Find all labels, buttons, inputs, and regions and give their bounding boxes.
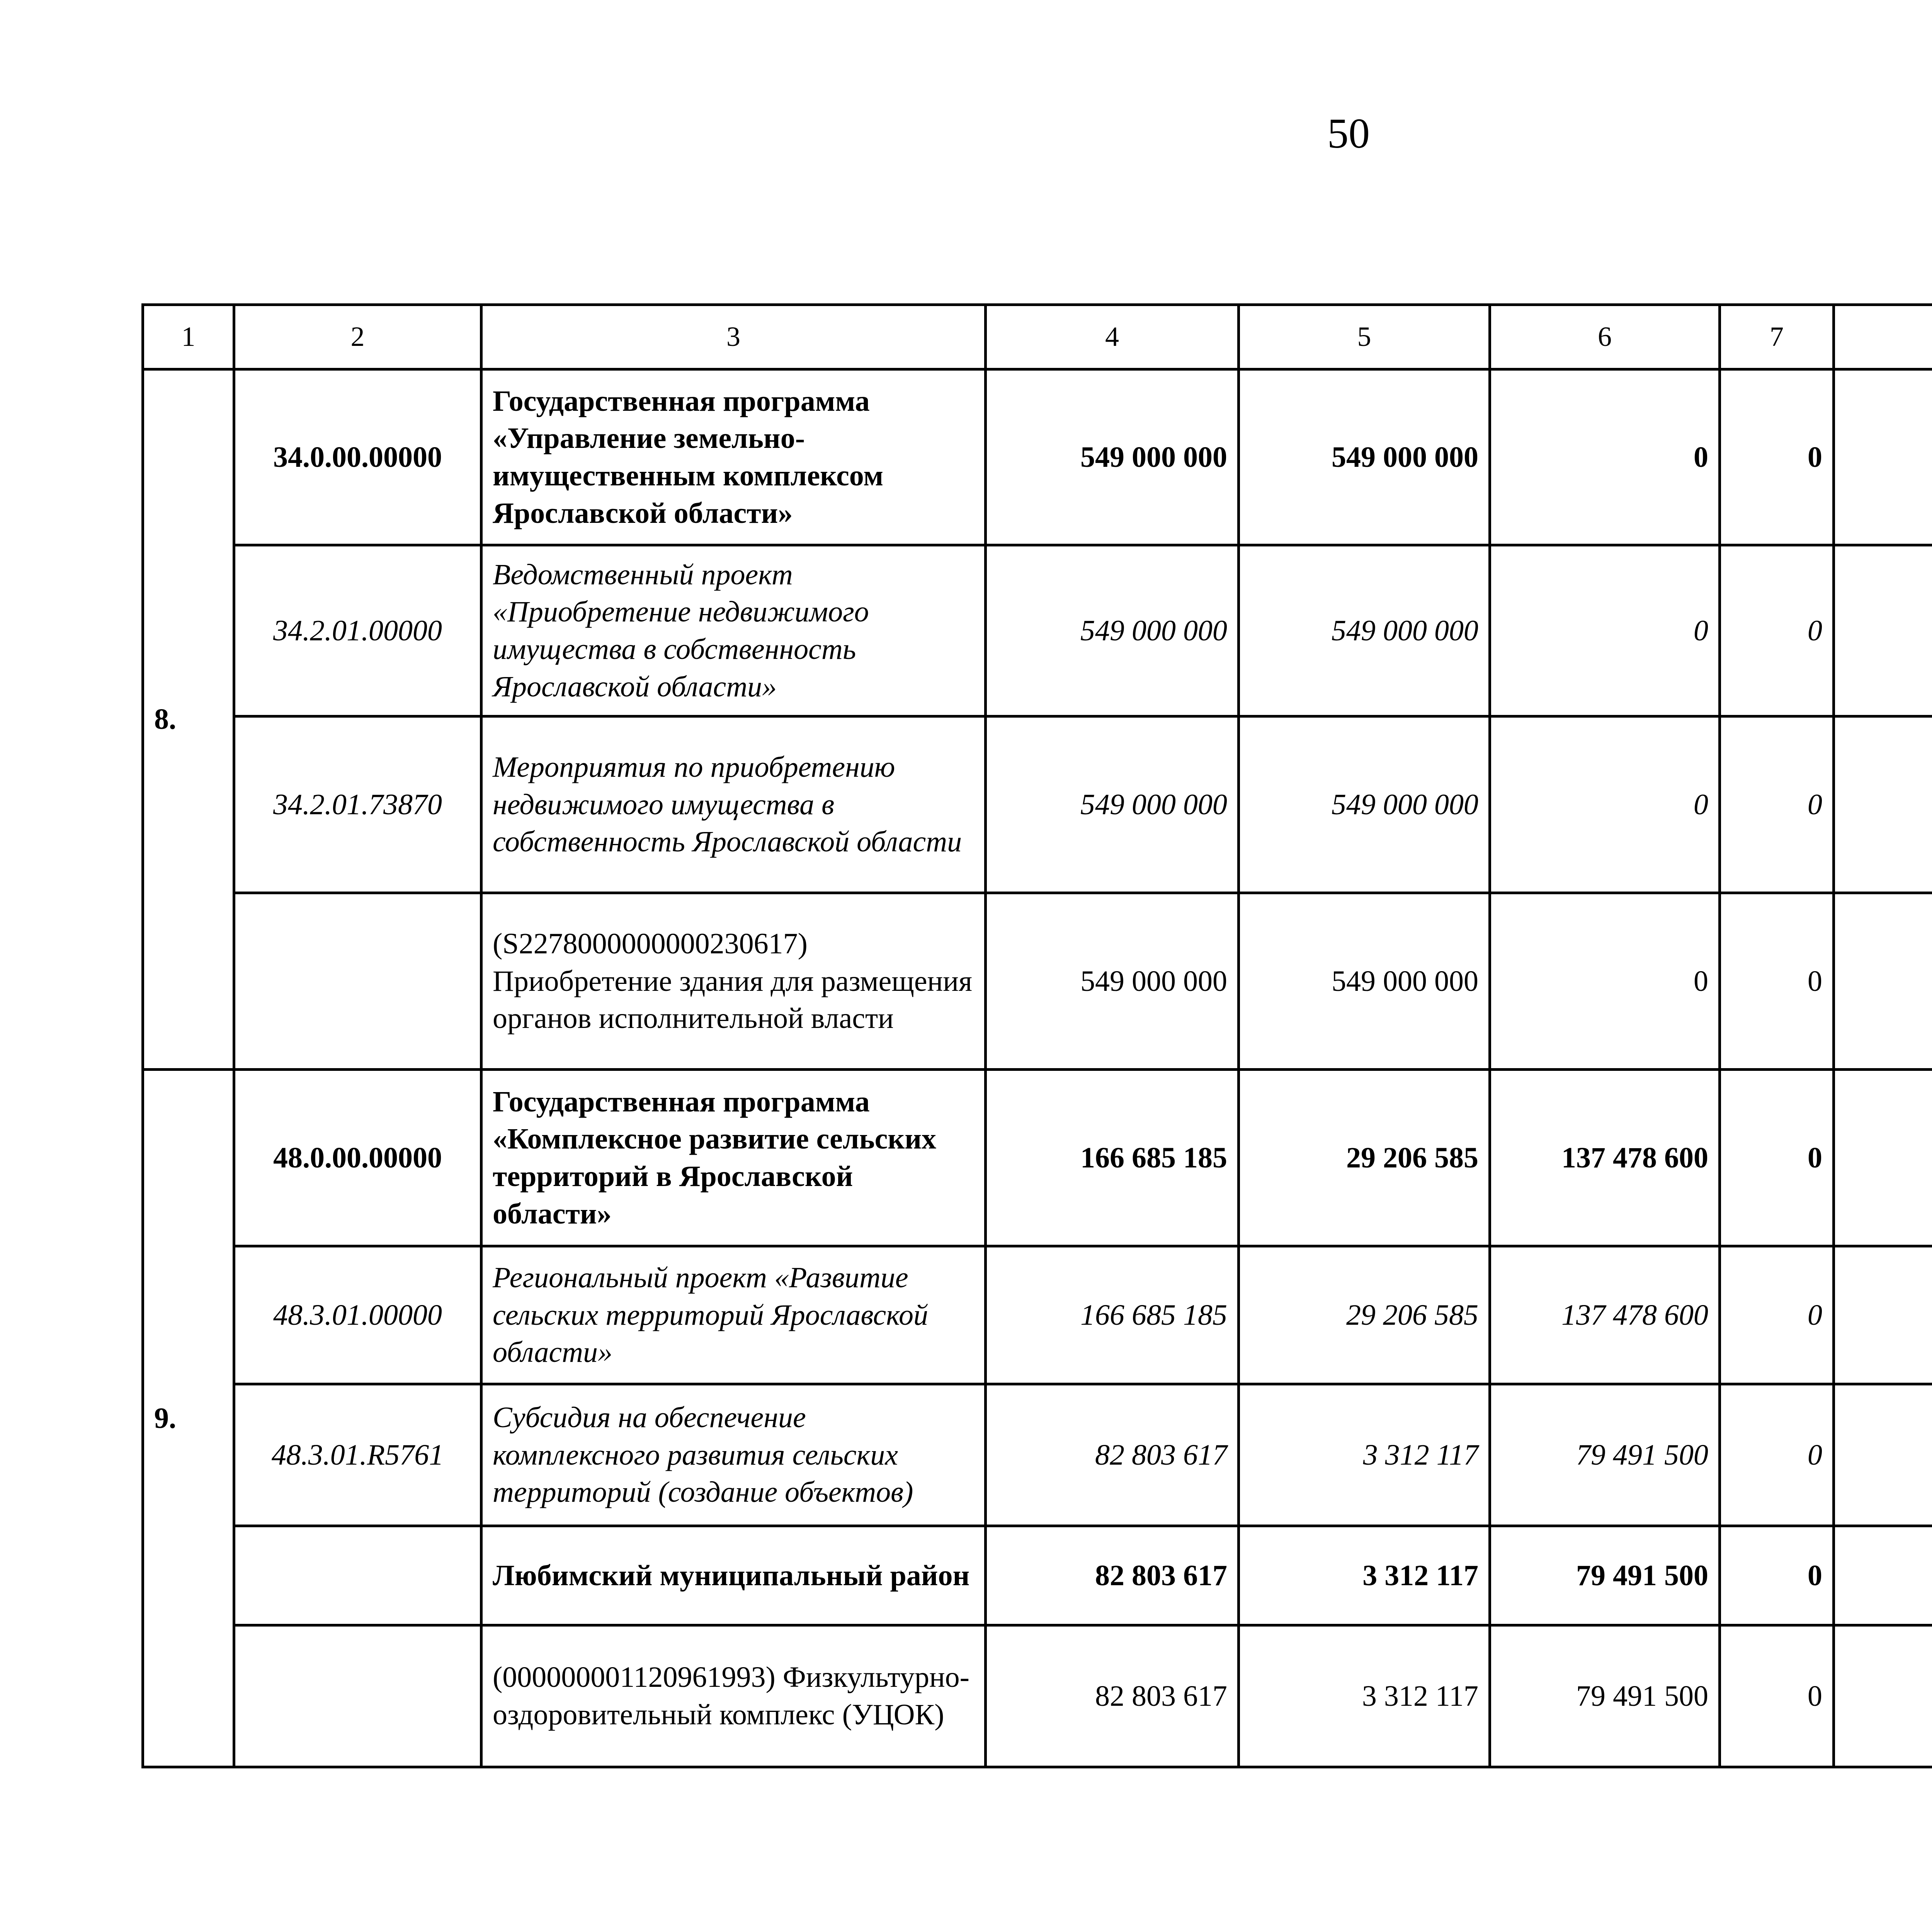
code-cell: 48.3.01.00000 [234,1246,481,1384]
value-cell-4: 549 000 000 [986,369,1239,545]
code-cell [234,893,481,1070]
value-cell-7: 0 [1720,1246,1834,1384]
header-cell: 2 [234,305,481,369]
code-cell [234,1625,481,1767]
name-cell: (000000001120961993) Физкультурно-оздоровительный комплекс (УЦОК) [481,1625,986,1767]
value-cell-5: 3 312 117 [1239,1384,1490,1526]
value-cell-4: 549 000 000 [986,716,1239,893]
table-row [143,1625,1932,1767]
table-row [143,369,1932,545]
code-cell: 34.2.01.00000 [234,545,481,716]
value-cell-7: 0 [1720,716,1834,893]
value-cell-8 [1834,893,1932,1070]
row-number-cell: 8. [143,369,234,1070]
code-cell: 48.3.01.R5761 [234,1384,481,1526]
value-cell-8 [1834,1246,1932,1384]
value-cell-6: 79 491 500 [1490,1526,1720,1625]
value-cell-4: 82 803 617 [986,1384,1239,1526]
value-cell-7: 0 [1720,545,1834,716]
value-cell-8 [1834,1526,1932,1625]
value-cell-5: 549 000 000 [1239,369,1490,545]
value-cell-5: 29 206 585 [1239,1070,1490,1246]
code-cell: 34.0.00.00000 [234,369,481,545]
value-cell-6: 0 [1490,545,1720,716]
row-number-cell: 9. [143,1070,234,1767]
table-row [143,1070,1932,1246]
header-cell: 5 [1239,305,1490,369]
value-cell-6: 0 [1490,716,1720,893]
value-cell-4: 166 685 185 [986,1246,1239,1384]
value-cell-8 [1834,1384,1932,1526]
value-cell-8 [1834,545,1932,716]
header-cell: 6 [1490,305,1720,369]
header-row [143,305,1932,369]
value-cell-8 [1834,1625,1932,1767]
name-cell: Государственная программа «Комплексное развитие сельских территорий в Ярославской области» [481,1070,986,1246]
value-cell-6: 137 478 600 [1490,1246,1720,1384]
code-cell [234,1526,481,1625]
value-cell-6: 137 478 600 [1490,1070,1720,1246]
value-cell-5: 3 312 117 [1239,1625,1490,1767]
value-cell-4: 166 685 185 [986,1070,1239,1246]
value-cell-5: 29 206 585 [1239,1246,1490,1384]
value-cell-4: 549 000 000 [986,893,1239,1070]
value-cell-6: 0 [1490,893,1720,1070]
table-row [143,893,1932,1070]
header-cell [1834,305,1932,369]
table-row [143,716,1932,893]
value-cell-6: 79 491 500 [1490,1384,1720,1526]
name-cell: Любимский муниципальный район [481,1526,986,1625]
code-cell: 34.2.01.73870 [234,716,481,893]
header-cell: 3 [481,305,986,369]
value-cell-7: 0 [1720,1070,1834,1246]
value-cell-7: 0 [1720,1625,1834,1767]
table-row [143,1384,1932,1526]
value-cell-6: 79 491 500 [1490,1625,1720,1767]
value-cell-7: 0 [1720,1526,1834,1625]
table-row [143,545,1932,716]
value-cell-4: 82 803 617 [986,1625,1239,1767]
name-cell: Ведомственный проект «Приобретение недвижимого имущества в собственность Ярославской области» [481,545,986,716]
table-row [143,1246,1932,1384]
name-cell: (S2278000000000230617) Приобретение здания для размещения органов исполнительной власти [481,893,986,1070]
name-cell: Субсидия на обеспечение комплексного развития сельских территорий (создание объектов) [481,1384,986,1526]
budget-table [141,303,1932,1768]
code-cell: 48.0.00.00000 [234,1070,481,1246]
value-cell-5: 3 312 117 [1239,1526,1490,1625]
name-cell: Мероприятия по приобретению недвижимого имущества в собственность Ярославской области [481,716,986,893]
name-cell: Региональный проект «Развитие сельских территорий Ярославской области» [481,1246,986,1384]
header-cell: 4 [986,305,1239,369]
value-cell-7: 0 [1720,369,1834,545]
value-cell-6: 0 [1490,369,1720,545]
value-cell-5: 549 000 000 [1239,893,1490,1070]
value-cell-8 [1834,1070,1932,1246]
header-cell: 1 [143,305,234,369]
table-row [143,1526,1932,1625]
value-cell-5: 549 000 000 [1239,545,1490,716]
value-cell-7: 0 [1720,1384,1834,1526]
name-cell: Государственная программа «Управление земельно-имущественным комплексом Ярославской области» [481,369,986,545]
value-cell-7: 0 [1720,893,1834,1070]
value-cell-5: 549 000 000 [1239,716,1490,893]
header-cell: 7 [1720,305,1834,369]
value-cell-4: 549 000 000 [986,545,1239,716]
page-number: 50 [1327,110,1370,157]
value-cell-8 [1834,716,1932,893]
value-cell-8 [1834,369,1932,545]
value-cell-4: 82 803 617 [986,1526,1239,1625]
